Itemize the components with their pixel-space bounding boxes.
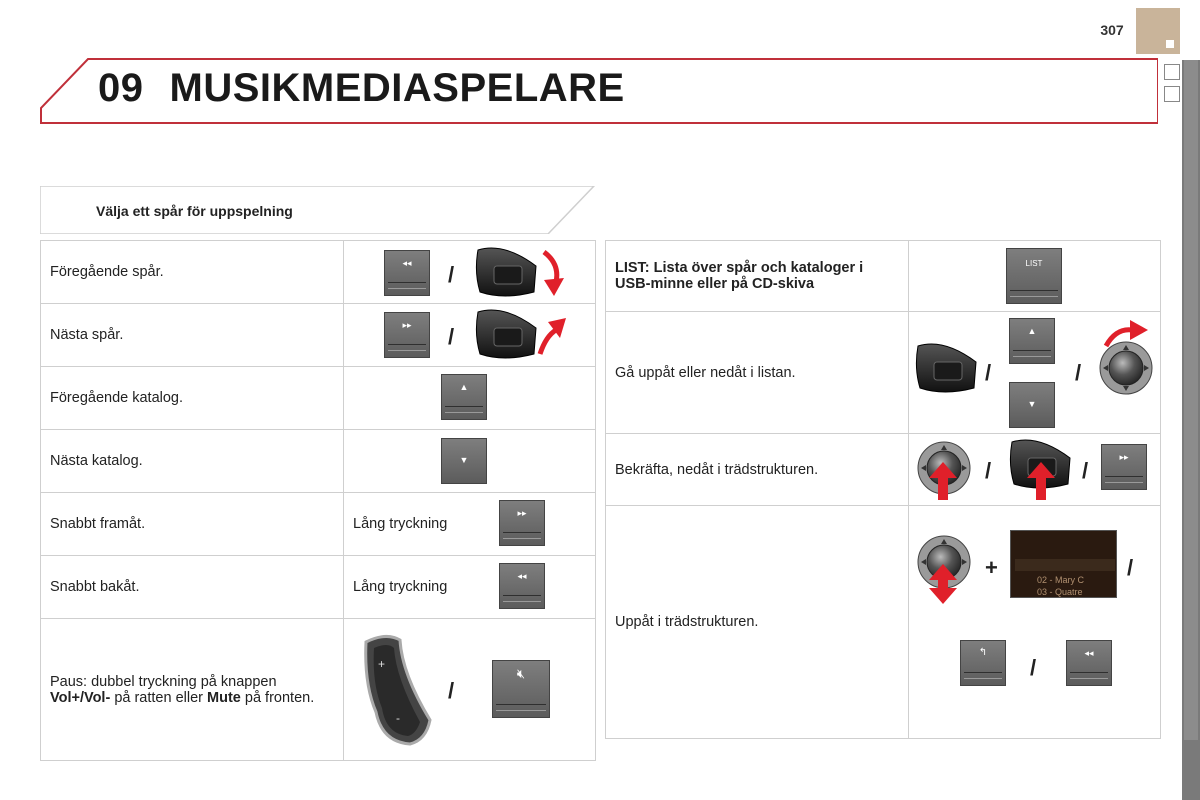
chapter-number: 09 — [98, 66, 144, 110]
table-row — [606, 434, 1161, 506]
side-edge-bar — [1182, 60, 1200, 800]
rewind-button — [499, 563, 545, 609]
vol-minus-label: - — [396, 711, 400, 725]
back-icon: ↰ — [978, 647, 988, 658]
red-arrow-icon — [1026, 462, 1056, 500]
row-mid-label: Lång tryckning — [344, 493, 489, 556]
row-label: Uppåt i trädstrukturen. — [606, 506, 909, 739]
back-button — [960, 640, 1006, 686]
separator: / — [448, 262, 455, 287]
separator: / — [985, 360, 992, 385]
row-label: Gå uppåt eller nedåt i listan. — [606, 312, 909, 434]
separator: / — [1082, 458, 1089, 483]
red-arrow-icon — [536, 316, 568, 356]
fast-forward-button — [1101, 444, 1147, 490]
red-arrow-icon — [1102, 320, 1150, 348]
chapter-tab — [1136, 8, 1180, 54]
fast-forward-button — [384, 312, 430, 358]
tab-marker-2 — [1164, 86, 1180, 102]
red-arrow-icon — [538, 250, 568, 298]
rotary-knob-icon — [1098, 340, 1154, 396]
page-number: 307 — [1100, 22, 1124, 38]
volume-control-icon — [356, 634, 436, 746]
separator: / — [448, 324, 455, 349]
fast-forward-icon: ▸▸ — [1119, 452, 1129, 462]
down-arrow-icon: ▼ — [459, 455, 469, 465]
row-label: Föregående spår. — [41, 241, 344, 304]
down-arrow-icon: ▼ — [1027, 399, 1037, 409]
fast-forward-button — [499, 500, 545, 546]
steering-button-icon — [474, 306, 540, 362]
separator: / — [985, 458, 992, 483]
rewind-button — [1066, 640, 1112, 686]
list-down-button — [1009, 382, 1055, 428]
mute-button — [492, 660, 550, 718]
row-label: Nästa spår. — [41, 304, 344, 367]
folder-up-button — [441, 374, 487, 420]
screen-line: 02 - Mary C — [1037, 575, 1085, 585]
list-up-button — [1009, 318, 1055, 364]
row-label-pause: Paus: dubbel tryckning på knappen Vol+/Vol- på ratten eller Mute på fronten. — [41, 619, 344, 761]
table-row — [606, 241, 1161, 312]
up-arrow-icon: ▲ — [1027, 326, 1037, 336]
rewind-icon: ◂◂ — [1084, 648, 1094, 658]
plus-sign: + — [985, 555, 998, 580]
list-button-label: LIST — [1025, 259, 1043, 268]
fast-forward-icon: ▸▸ — [402, 320, 412, 330]
row-mid-label: Lång tryckning — [344, 556, 489, 619]
fast-forward-icon: ▸▸ — [517, 508, 527, 518]
table-row — [41, 430, 596, 493]
steering-button-icon — [914, 340, 980, 396]
row-label: Snabbt framåt. — [41, 493, 344, 556]
mute-icon: 🔇︎ — [516, 666, 526, 681]
chapter-title: MUSIKMEDIASPELARE — [169, 66, 625, 110]
table-row — [41, 367, 596, 430]
vol-plus-label: + — [378, 657, 386, 671]
list-button — [1006, 248, 1062, 304]
separator: / — [1075, 360, 1082, 385]
display-screen — [1010, 530, 1117, 598]
separator: / — [1127, 555, 1134, 580]
red-arrow-icon — [928, 462, 958, 500]
up-arrow-icon: ▲ — [459, 382, 469, 392]
rewind-button — [384, 250, 430, 296]
red-arrow-icon — [928, 564, 958, 604]
page-title — [98, 66, 651, 111]
row-label: Bekräfta, nedåt i trädstrukturen. — [606, 434, 909, 506]
row-label: LIST: Lista över spår och kataloger i USB-minne eller på CD-skiva — [606, 241, 909, 312]
separator: / — [448, 678, 455, 703]
row-label: Föregående katalog. — [41, 367, 344, 430]
steering-button-icon — [474, 244, 540, 300]
separator: / — [1030, 655, 1037, 680]
row-label: Snabbt bakåt. — [41, 556, 344, 619]
screen-line: 03 - Quatre — [1037, 587, 1083, 597]
folder-down-button — [441, 438, 487, 484]
rewind-icon: ◂◂ — [517, 571, 527, 581]
row-label: Nästa katalog. — [41, 430, 344, 493]
section-heading: Välja ett spår för uppspelning — [96, 203, 293, 219]
tab-marker-1 — [1164, 64, 1180, 80]
rewind-icon: ◂◂ — [402, 258, 412, 268]
